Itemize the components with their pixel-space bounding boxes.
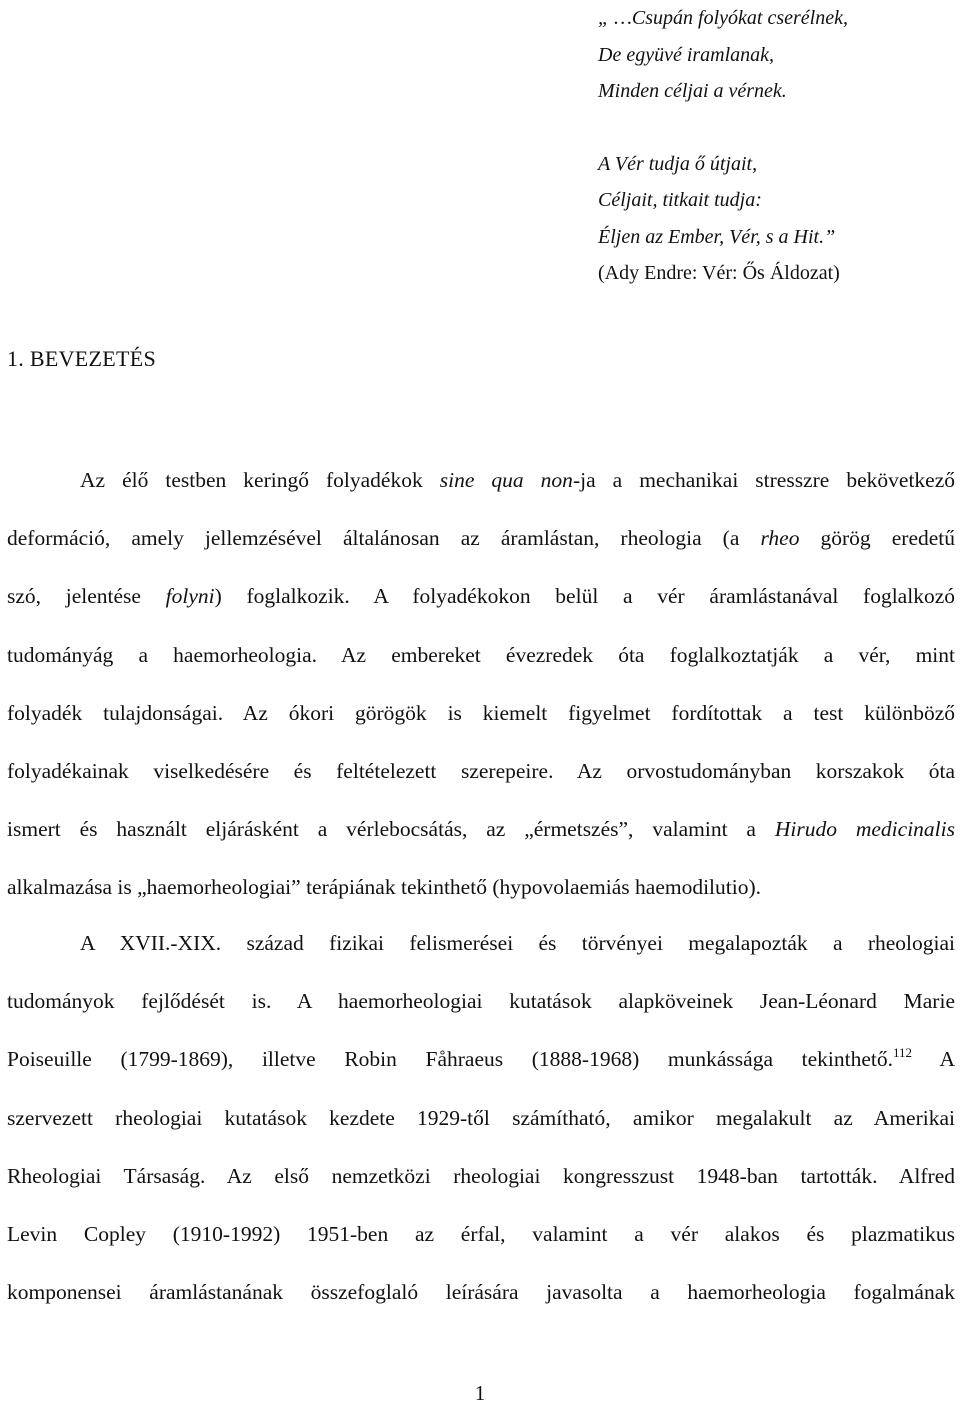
epigraph-poem [598,0,848,292]
poem-line: Minden céljai a vérnek. [598,80,787,102]
poem-line: De együvé iramlanak, [598,43,775,66]
poem-line: A Vér tudja ő útjait, [598,152,758,175]
text-line: szó, jelentése folyni) foglalkozik. A folyadékokon belül a vér áramlástanával foglalkozó [7,584,955,609]
page-number: 1 [474,1381,486,1405]
text-line: folyadékainak viselkedésére és feltételezett szerepeire. Az orvostudományban korszakok óta [7,759,955,784]
poem-line: Céljait, titkait tudja: [598,189,762,211]
text-line: alkalmazása is „haemorheologiai” terápiának tekinthető (hypovolaemiás haemodilutio). [7,875,762,900]
text-line: komponensei áramlástanának összefoglaló leírására javasolta a haemorheologia fogalmának [7,1280,955,1305]
latin-term: sine qua non [439,468,573,492]
poem-line: „ …Csupán folyókat cserélnek, [598,7,848,29]
text-line: Az élő testben keringő folyadékok sine qua non-ja a mechanikai stresszre bekövetkező [80,468,955,492]
paragraph-2 [7,914,955,1321]
text-line: tudományág a haemorheologia. Az embereket évezredek óta foglalkoztatják a vér, mint [7,642,955,667]
footnote-ref: 112 [892,1045,913,1061]
paragraph-1 [7,451,955,917]
text-line: ismert és használt eljárásként a vérlebocsátás, az „érmetszés”, valamint a Hirudo medicinalis [7,817,955,842]
species-name: Hirudo medicinalis [774,817,955,842]
text-line: Levin Copley (1910-1992) 1951-ben az érfal, valamint a vér alakos és plazmatikus [7,1222,955,1247]
text-line: A XVII.-XIX. század fizikai felismerései és törvényei megalapozták a rheologiai [80,931,955,955]
poem-line: Éljen az Ember, Vér, s a Hit.” [598,225,836,248]
text-line: tudományok fejlődését is. A haemorheologiai kutatások alapköveinek Jean-Léonard Marie [7,989,955,1014]
greek-term: rheo [760,526,800,551]
greek-term: folyni [165,584,215,609]
section-heading: 1. BEVEZETÉS [7,346,157,371]
text-line: Poiseuille (1799-1869), illetve Robin Fåhraeus (1888-1968) munkássága tekinthető.$^{112}$ A [7,1045,955,1072]
text-line: folyadék tulajdonságai. Az ókori görögök is kiemelt figyelmet fordítottak a test különböző [7,700,955,725]
poem-attribution: (Ady Endre: Vér: Ős Áldozat) [598,262,840,284]
text-line: Rheologiai Társaság. Az első nemzetközi rheologiai kongresszust 1948-ban tartották. Alfred [7,1163,955,1188]
text-line: szervezett rheologiai kutatások kezdete 1929-től számítható, amikor megalakult az Amerikai [7,1105,955,1130]
text-line: deformáció, amely jellemzésével általánosan az áramlástan, rheologia (a rheo görög eredetű [7,526,956,551]
